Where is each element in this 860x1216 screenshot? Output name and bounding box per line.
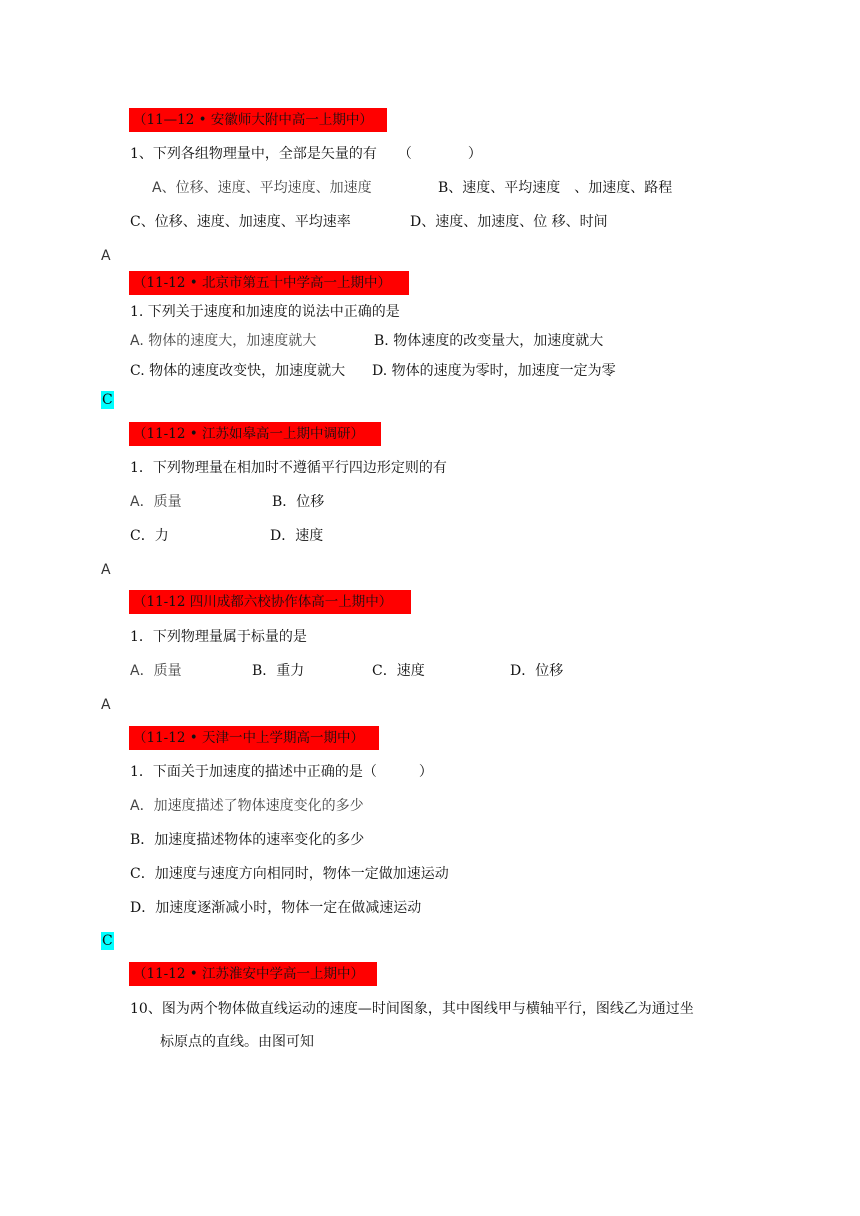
source-label: （11-12 • 江苏如皋高一上期中调研）	[129, 422, 381, 446]
option-d: D. 物体的速度为零时，加速度一定为零	[372, 363, 616, 379]
option-a: A．质量	[130, 494, 182, 510]
option-c: C．加速度与速度方向相同时，物体一定做加速运动	[130, 866, 449, 882]
answer-label: A	[101, 562, 111, 578]
option-d: D．加速度逐渐减小时，物体一定在做减速运动	[130, 900, 422, 916]
source-label: （11-12 • 天津一中上学期高一期中）	[129, 726, 379, 750]
question-text: 1．下列物理量属于标量的是	[130, 629, 307, 645]
option-a: A、位移、速度、平均速度、加速度	[152, 180, 372, 196]
answer-label: A	[101, 697, 111, 713]
option-b: B. 物体速度的改变量大，加速度就大	[374, 333, 604, 349]
option-b: B．重力	[252, 663, 305, 679]
option-a: A．加速度描述了物体速度变化的多少	[130, 798, 364, 814]
option-d: D、速度、加速度、位 移、时间	[410, 214, 608, 230]
answer-label: C	[102, 392, 113, 408]
option-c: C、位移、速度、加速度、平均速率	[130, 214, 351, 230]
source-label: （11—12 • 安徽师大附中高一上期中）	[129, 108, 387, 132]
answer-label: C	[102, 933, 113, 949]
option-a: A. 物体的速度大，加速度就大	[130, 333, 317, 349]
option-c: C．力	[130, 528, 169, 544]
option-b: B、速度、平均速度 、加速度、路程	[438, 180, 673, 196]
option-d: D．速度	[270, 528, 324, 544]
question-text: 1. 下列关于速度和加速度的说法中正确的是	[130, 304, 400, 320]
question-text: 1、下列各组物理量中，全部是矢量的有 （ ）	[130, 146, 482, 162]
option-b: B．加速度描述物体的速率变化的多少	[130, 832, 365, 848]
question-text: 10、图为两个物体做直线运动的速度—时间图象，其中图线甲与横轴平行，图线乙为通过坐	[130, 1001, 694, 1017]
answer-label: A	[101, 248, 111, 264]
source-label: （11-12 四川成都六校协作体高一上期中）	[129, 590, 411, 614]
option-d: D．位移	[510, 663, 564, 679]
question-text: 1．下列物理量在相加时不遵循平行四边形定则的有	[130, 460, 447, 476]
question-text-continued: 标原点的直线。由图可知	[160, 1034, 314, 1050]
question-text: 1．下面关于加速度的描述中正确的是（ ）	[130, 764, 433, 780]
source-label: （11-12 • 北京市第五十中学高一上期中）	[129, 271, 409, 295]
option-b: B．位移	[272, 494, 325, 510]
option-a: A．质量	[130, 663, 182, 679]
option-c: C．速度	[372, 663, 425, 679]
option-c: C. 物体的速度改变快，加速度就大	[130, 363, 346, 379]
source-label: （11-12 • 江苏淮安中学高一上期中）	[129, 962, 377, 986]
